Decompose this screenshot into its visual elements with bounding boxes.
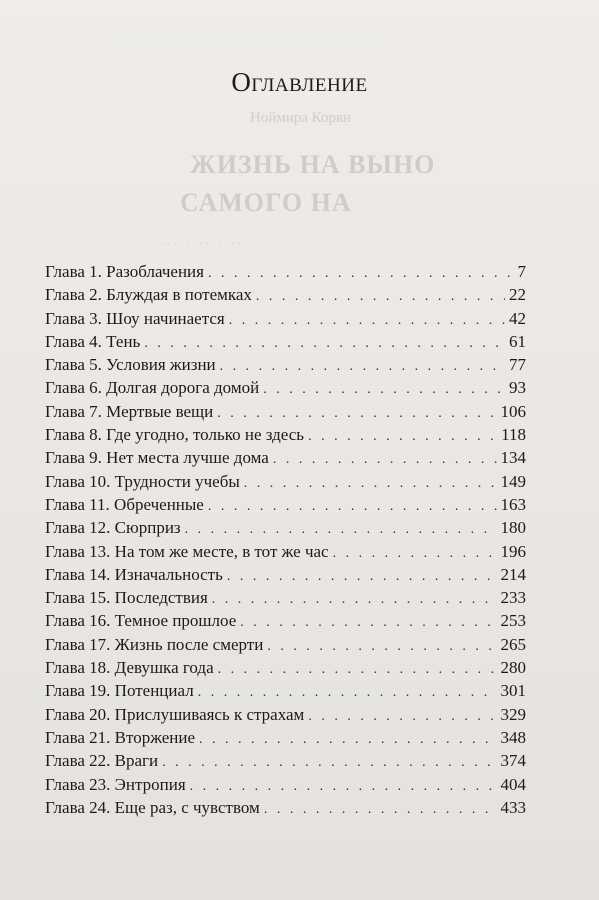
toc-entry	[45, 540, 526, 563]
dot-leader	[229, 309, 505, 332]
toc-entry	[45, 376, 526, 399]
toc-entry	[45, 609, 526, 632]
chapter-title: Глава 6. Долгая дорога домой	[45, 378, 260, 398]
chapter-title: Глава 13. На том же месте, в тот же час	[45, 541, 329, 561]
page-number: 329	[500, 704, 526, 724]
dot-leader	[218, 658, 497, 681]
page-number: 163	[500, 494, 526, 514]
table-of-contents	[45, 260, 526, 819]
toc-entry	[45, 633, 526, 656]
dot-leader	[217, 402, 496, 425]
chapter-title: Глава 23. Энтропия	[45, 774, 186, 794]
chapter-title: Глава 3. Шоу начинается	[45, 308, 225, 328]
toc-entry	[45, 260, 526, 283]
page-number: 7	[517, 262, 526, 281]
page-number: 134	[500, 448, 526, 468]
page-number: 149	[500, 471, 526, 491]
toc-entry	[45, 423, 526, 446]
chapter-title: Глава 12. Сюрприз	[45, 518, 181, 538]
dot-leader	[208, 262, 514, 285]
page-number: 374	[500, 751, 526, 771]
page-number: 348	[500, 727, 526, 747]
show-through-text: ЖИЗНЬ НА ВЫНО	[190, 150, 436, 179]
chapter-title: Глава 5. Условия жизни	[45, 355, 216, 375]
dot-leader	[240, 611, 496, 634]
chapter-title: Глава 4. Тень	[45, 331, 141, 351]
dot-leader	[190, 775, 497, 798]
chapter-title: Глава 18. Девушка года	[45, 658, 214, 678]
chapter-title: Глава 20. Прислушиваясь к страхам	[45, 704, 305, 724]
page-number: 253	[500, 611, 526, 631]
dot-leader	[208, 495, 497, 518]
toc-entry	[45, 726, 526, 749]
chapter-title: Глава 16. Темное прошлое	[45, 611, 237, 631]
page-number: 93	[509, 378, 526, 398]
page-number: 77	[509, 355, 526, 375]
dot-leader	[264, 798, 497, 821]
dot-leader	[267, 635, 496, 658]
chapter-title: Глава 24. Еще раз, с чувством	[45, 797, 260, 817]
show-through-text: Ноймира Корвн	[250, 110, 352, 126]
toc-entry	[45, 679, 526, 702]
toc-entry	[45, 400, 526, 423]
page-number: 280	[500, 658, 526, 678]
toc-entry	[45, 307, 526, 330]
toc-entry	[45, 796, 526, 819]
page-title: Оглавление	[231, 67, 368, 97]
page-number: 42	[509, 308, 526, 328]
page-number: 233	[500, 588, 526, 608]
toc-entry	[45, 283, 526, 306]
chapter-title: Глава 7. Мертвые вещи	[45, 401, 214, 421]
chapter-title: Глава 19. Потенциал	[45, 681, 194, 701]
dot-leader	[273, 448, 497, 471]
chapter-title: Глава 22. Враги	[45, 751, 159, 771]
page-number: 106	[500, 401, 526, 421]
chapter-title: Глава 14. Изначальность	[45, 564, 223, 584]
toc-entry	[45, 656, 526, 679]
toc-entry	[45, 330, 526, 353]
dot-leader	[144, 332, 505, 355]
dot-leader	[333, 542, 497, 565]
toc-entry	[45, 773, 526, 796]
dot-leader	[162, 751, 496, 774]
page-number: 404	[500, 774, 526, 794]
toc-entry	[45, 493, 526, 516]
page-number: 180	[500, 518, 526, 538]
dot-leader	[198, 681, 497, 704]
dot-leader	[227, 565, 497, 588]
page-number: 61	[509, 331, 526, 351]
page-number: 22	[509, 285, 526, 305]
toc-entry	[45, 470, 526, 493]
page-number: 118	[501, 425, 526, 445]
dot-leader	[263, 378, 505, 401]
chapter-title: Глава 21. Вторжение	[45, 727, 196, 747]
chapter-title: Глава 10. Трудности учебы	[45, 471, 240, 491]
chapter-title: Глава 17. Жизнь после смерти	[45, 634, 264, 654]
page-number: 214	[500, 564, 526, 584]
chapter-title: Глава 2. Блуждая в потемках	[45, 285, 252, 305]
page-number: 433	[500, 797, 526, 817]
dot-leader	[308, 705, 496, 728]
page-number: 265	[500, 634, 526, 654]
chapter-title: Глава 8. Где угодно, только не здесь	[45, 425, 305, 445]
chapter-title: Глава 1. Разоблачения	[45, 262, 204, 281]
toc-entry	[45, 749, 526, 772]
toc-entry	[45, 353, 526, 376]
chapter-title: Глава 11. Обреченные	[45, 494, 204, 514]
toc-entry	[45, 586, 526, 609]
dot-leader	[185, 518, 497, 541]
toc-entry	[45, 703, 526, 726]
toc-entry	[45, 563, 526, 586]
chapter-title: Глава 9. Нет места лучше дома	[45, 448, 269, 468]
dot-leader	[256, 285, 505, 308]
dot-leader	[220, 355, 505, 378]
dot-leader	[212, 588, 497, 611]
dot-leader	[308, 425, 497, 448]
toc-entry	[45, 516, 526, 539]
dot-leader	[199, 728, 496, 751]
page-number: 301	[500, 681, 526, 701]
show-through-text: · · · · · · · · · · · · · ·	[160, 238, 248, 250]
show-through-text: САМОГО НА	[180, 188, 352, 217]
chapter-title: Глава 15. Последствия	[45, 588, 208, 608]
toc-entry	[45, 446, 526, 469]
dot-leader	[244, 472, 497, 495]
page-number: 196	[500, 541, 526, 561]
